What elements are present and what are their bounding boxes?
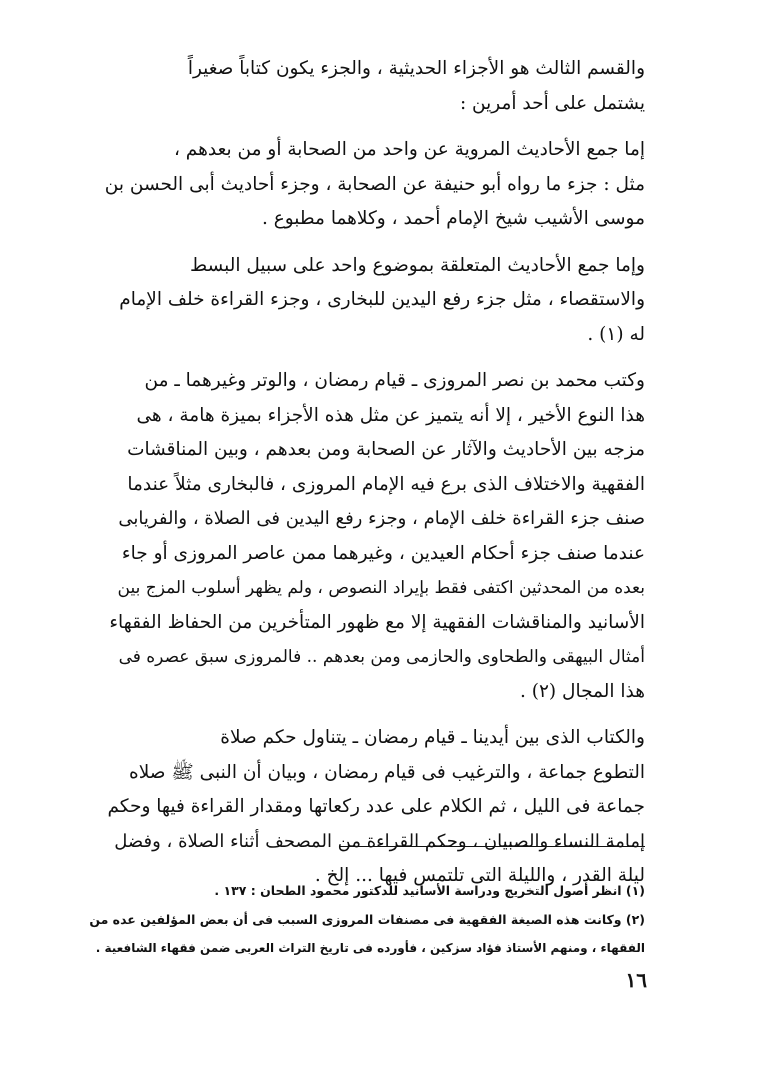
paragraph-3 — [105, 249, 645, 353]
text-line: وكتب محمد بن نصر المروزى ـ قيام رمضان ، والوتر وغيرهما ـ من — [144, 370, 645, 391]
text-line: صنف جزء القراءة خلف الإمام ، وجزء رفع اليدين فى الصلاة ، والفريابى — [118, 508, 645, 529]
text-line: مزجه بين الأحاديث والآثار عن الصحابة ومن بعدهم ، وبين المناقشات — [127, 439, 645, 460]
text-line: ليلة القدر ، والليلة التى تلتمس فيها ... إلخ . — [314, 865, 645, 886]
text-line: له (١) . — [587, 323, 645, 345]
footnote-divider — [340, 846, 645, 847]
text-line: موسى الأشيب شيخ الإمام أحمد ، وكلاهما مطبوع . — [261, 208, 645, 229]
text-line: والكتاب الذى بين أيدينا ـ قيام رمضان ـ يتناول حكم صلاة — [220, 727, 645, 748]
text-line: التطوع جماعة ، والترغيب فى قيام رمضان ، وبيان أن النبى ﷺ صلاه — [129, 761, 645, 783]
text-line: هذا النوع الأخير ، إلا أنه يتميز عن مثل هذه الأجزاء بميزة هامة ، هى — [136, 404, 645, 426]
text-line: إما جمع الأحاديث المروية عن واحد من الصحابة أو من بعدهم ، — [173, 139, 645, 160]
text-line: إمامة النساء والصبيان ، وحكم القراءة من المصحف أثناء الصلاة ، وفضل — [114, 830, 645, 852]
footnotes — [85, 876, 645, 963]
paragraph-1 — [105, 52, 645, 121]
text-line: هذا المجال (٢) . — [520, 680, 645, 702]
main-text — [105, 52, 645, 906]
paragraph-2 — [105, 133, 645, 237]
text-line: والاستقصاء ، مثل جزء رفع اليدين للبخارى ، وجزء القراءة خلف الإمام — [119, 289, 645, 310]
page-number: ١٦ — [625, 968, 647, 992]
text-line: يشتمل على أحد أمرين : — [459, 92, 645, 114]
paragraph-5 — [105, 721, 645, 894]
paragraph-4 — [105, 364, 645, 709]
footnote-line: الفقهاء ، ومنهم الأستاذ فؤاد سزكين ، فأورده فى تاريخ التراث العربى ضمن فقهاء الشافعية . — [95, 941, 645, 955]
text-line: الأسانيد والمناقشات الفقهية إلا مع ظهور المتأخرين من الحفاظ الفقهاء — [109, 611, 645, 633]
text-line: جماعة فى الليل ، ثم الكلام على عدد ركعاتها ومقدار القراءة فيها وحكم — [107, 796, 645, 817]
text-line: عندما صنف جزء أحكام العيدين ، وغيرهما ممن عاصر المروزى أو جاء — [121, 542, 645, 564]
text-line: أمثال البيهقى والطحاوى والحازمى ومن بعدهم .. فالمروزى سبق عصره فى — [118, 647, 645, 667]
text-line: بعده من المحدثين اكتفى فقط بإيراد النصوص ، ولم يظهر أسلوب المزج بين — [117, 578, 645, 598]
text-line: والقسم الثالث هو الأجزاء الحديثية ، والجزء يكون كتاباً صغيراً — [187, 58, 645, 79]
text-line: مثل : جزء ما رواه أبو حنيفة عن الصحابة ، وجزء أحاديث أبى الحسن بن — [104, 173, 645, 195]
text-line: الفقهية والاختلاف الذى برع فيه الإمام المروزى ، فالبخارى مثلاً عندما — [127, 473, 645, 495]
footnote-line: (٢) وكانت هذه الصيغة الفقهية فى مصنفات المروزى السبب فى أن بعض المؤلفين عده من — [89, 912, 645, 927]
text-line: وإما جمع الأحاديث المتعلقة بموضوع واحد على سبيل البسط — [190, 254, 645, 276]
footnote-line: (١) انظر أصول التخريج ودراسة الأسانيد للدكتور محمود الطحان : ١٣٧ . — [214, 883, 645, 898]
